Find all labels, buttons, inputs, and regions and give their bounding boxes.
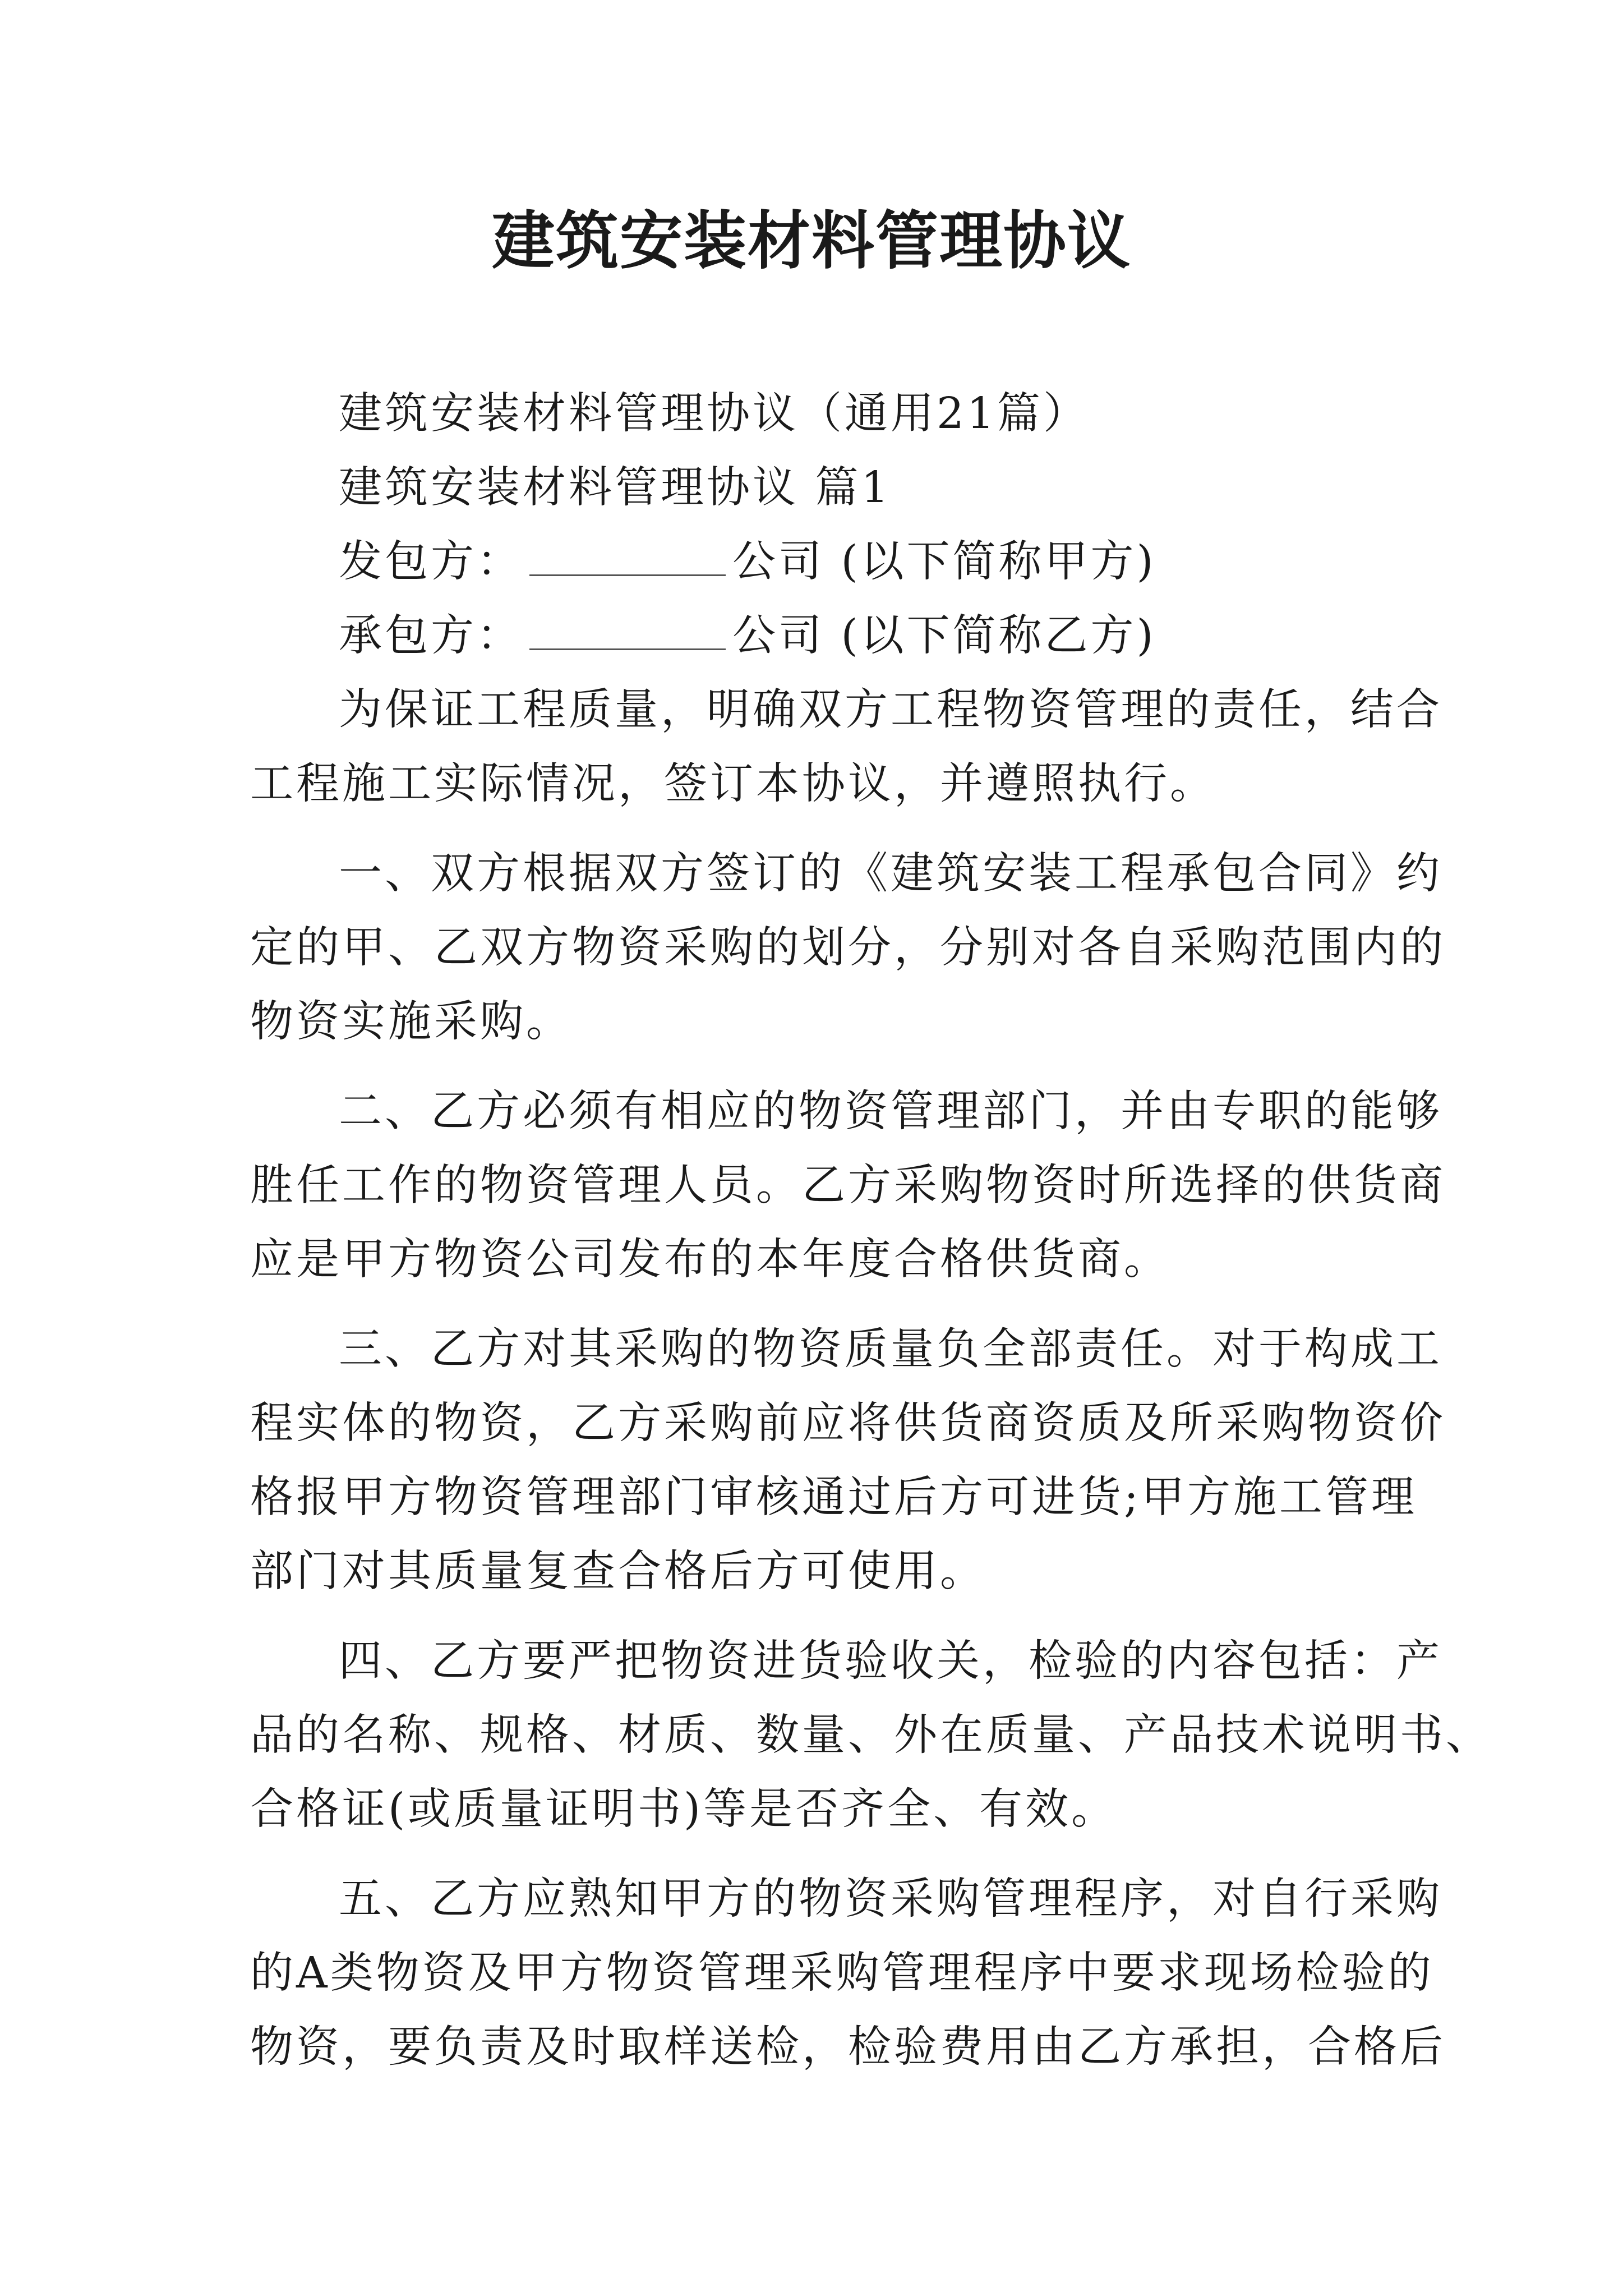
paragraph-line: 四、乙方要严把物资进货验收关，检验的内容包括：产 [339, 1636, 1442, 1686]
paragraph [250, 1313, 1446, 1609]
paragraph-line: 五、乙方应熟知甲方的物资采购管理程序，对自行采购 [339, 1874, 1442, 1924]
party-b-line [250, 599, 1383, 673]
paragraph-line: 格报甲方物资管理部门审核通过后方可进货;甲方施工管理 [250, 1473, 1417, 1522]
paragraph-line: 物资，要负责及时取样送检，检验费用由乙方承担，合格后 [250, 2022, 1446, 2072]
paragraph-line: 应是甲方物资公司发布的本年度合格供货商。 [250, 1235, 1170, 1285]
paragraph-line: 定的甲、乙双方物资采购的划分，分别对各自采购范围内的 [250, 923, 1446, 973]
party-a-line [250, 525, 1383, 599]
paragraph-line: 部门对其质量复查合格后方可使用。 [250, 1547, 986, 1596]
party-b-suffix: 公司 (以下简称乙方) [732, 611, 1156, 661]
party-a-blank [529, 536, 726, 576]
chapter-heading: 建筑安装材料管理协议 篇1 [339, 463, 892, 513]
paragraph-line: 胜任工作的物资管理人员。乙方采购物资时所选择的供货商 [250, 1161, 1446, 1211]
paragraph-line: 三、乙方对其采购的物资质量负全部责任。对于构成工 [339, 1324, 1442, 1374]
paragraph [250, 837, 1446, 1059]
party-a-label: 发包方： [339, 537, 523, 587]
paragraph-line: 的A类物资及甲方物资管理采购管理程序中要求现场检验的 [250, 1948, 1434, 1998]
document-subtitle: 建筑安装材料管理协议（通用21篇） [339, 389, 1089, 439]
paragraph-line: 物资实施采购。 [250, 997, 572, 1047]
document-title: 建筑安装材料管理协议 [492, 204, 1131, 278]
paragraph [250, 673, 1442, 821]
party-b-label: 承包方： [339, 611, 523, 661]
paragraph-line: 二、乙方必须有相应的物资管理部门，并由专职的能够 [339, 1087, 1442, 1137]
paragraph-line: 合格证(或质量证明书)等是否齐全、有效。 [250, 1784, 1118, 1834]
party-b-blank [529, 610, 726, 650]
paragraph [250, 1075, 1446, 1297]
party-a-suffix: 公司 (以下简称甲方) [732, 537, 1156, 587]
document-body [250, 377, 1492, 2085]
paragraph [250, 1862, 1446, 2085]
paragraph-line: 程实体的物资，乙方采购前应将供货商资质及所采购物资价 [250, 1398, 1446, 1448]
paragraph-line: 一、双方根据双方签订的《建筑安装工程承包合同》约 [339, 849, 1442, 899]
paragraph-line: 工程施工实际情况，签订本协议，并遵照执行。 [250, 759, 1216, 809]
paragraph-line: 为保证工程质量，明确双方工程物资管理的责任，结合 [339, 685, 1442, 735]
paragraph [250, 1625, 1492, 1847]
paragraph-line: 品的名称、规格、材质、数量、外在质量、产品技术说明书、 [250, 1710, 1492, 1760]
